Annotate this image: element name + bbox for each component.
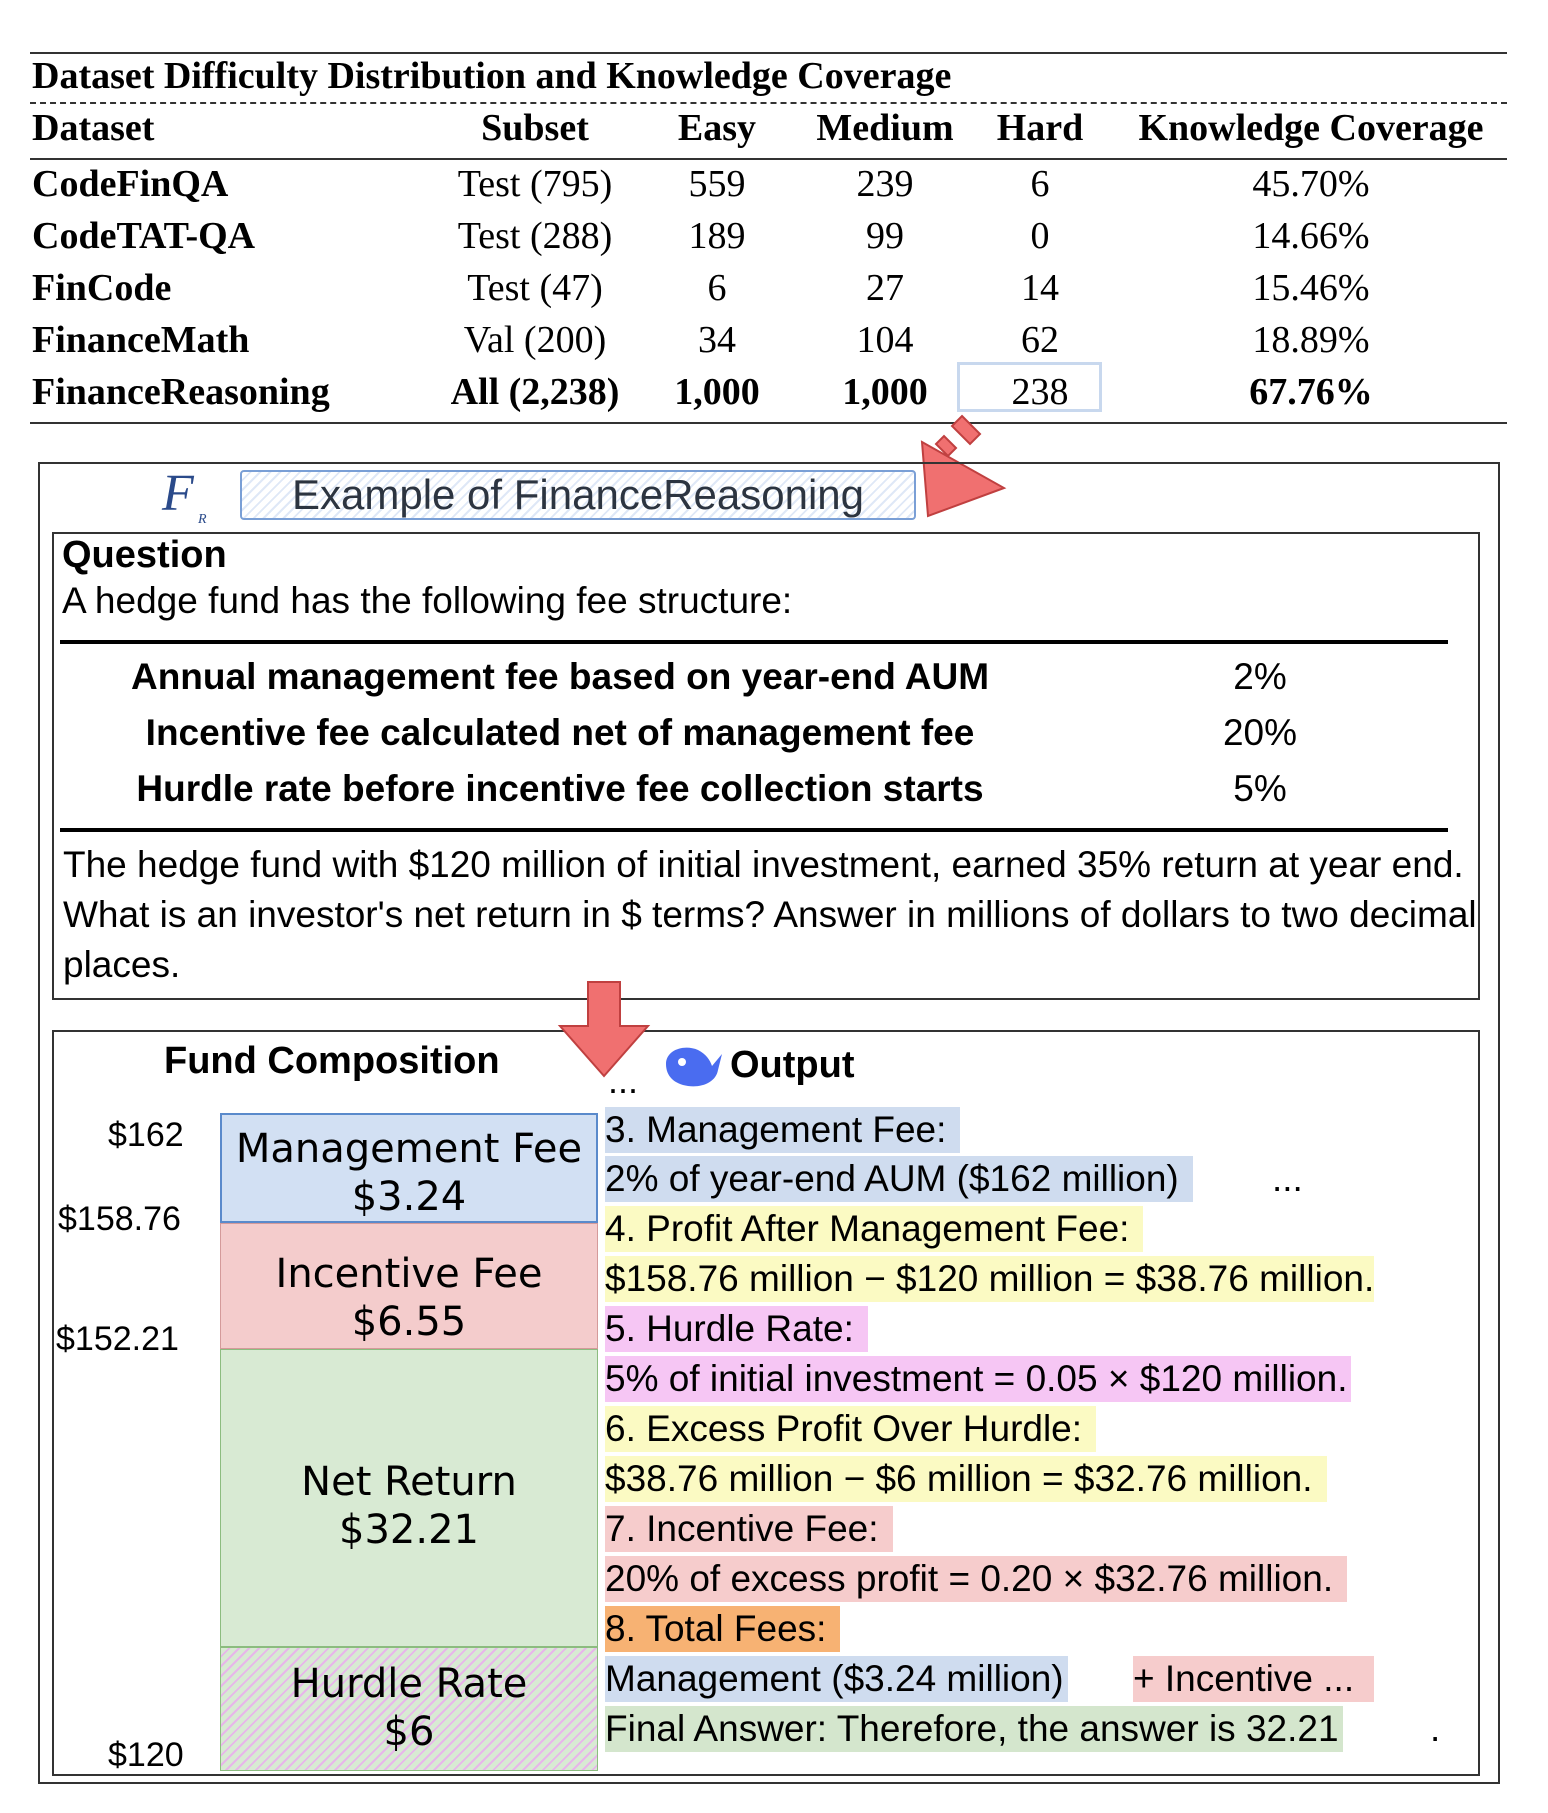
table-header-row bbox=[30, 106, 1507, 158]
header-dataset: Dataset bbox=[32, 107, 155, 149]
segment-hurdle-rate bbox=[220, 1647, 598, 1771]
cell-coverage: 67.76% bbox=[1249, 371, 1373, 413]
cell-medium: 27 bbox=[866, 267, 904, 309]
cell-subset: Val (200) bbox=[463, 319, 607, 361]
cell-hard: 62 bbox=[1021, 319, 1059, 361]
cell-hard: 0 bbox=[1030, 215, 1050, 257]
fee-row-management bbox=[60, 656, 1448, 708]
fee-table-bottom-rule bbox=[60, 828, 1448, 832]
table-bottom-rule bbox=[30, 422, 1507, 424]
cell-easy: 1,000 bbox=[674, 371, 760, 413]
fee-label: Hurdle rate before incentive fee collection starts bbox=[136, 768, 984, 809]
header-medium: Medium bbox=[816, 107, 954, 149]
fee-label: Annual management fee based on year-end AUM bbox=[130, 656, 990, 697]
fee-row-hurdle bbox=[60, 768, 1448, 820]
segment-amount: $6.55 bbox=[351, 1299, 467, 1345]
table-dashed-rule bbox=[30, 102, 1507, 104]
output-line: 5. Hurdle Rate: bbox=[605, 1306, 868, 1352]
cell-coverage: 14.66% bbox=[1252, 215, 1370, 257]
segment-management-fee bbox=[220, 1113, 598, 1223]
table-title: Dataset Difficulty Distribution and Knowledge Coverage bbox=[32, 55, 952, 97]
table-header-rule bbox=[30, 158, 1507, 160]
cell-medium: 104 bbox=[856, 319, 914, 361]
cell-coverage: 18.89% bbox=[1252, 319, 1370, 361]
down-arrow-icon bbox=[552, 980, 662, 1080]
cell-coverage: 45.70% bbox=[1252, 163, 1370, 205]
header-knowledge-coverage: Knowledge Coverage bbox=[1138, 107, 1484, 149]
cell-subset: Test (47) bbox=[467, 267, 603, 309]
segment-name: Management Fee bbox=[235, 1126, 583, 1172]
output-line: Management ($3.24 million) bbox=[605, 1656, 1068, 1702]
segment-amount: $32.21 bbox=[339, 1507, 479, 1553]
table-row bbox=[30, 266, 1507, 318]
output-line: 3. Management Fee: bbox=[605, 1107, 960, 1153]
output-title: Output bbox=[730, 1044, 855, 1086]
fee-value: 20% bbox=[1222, 712, 1298, 753]
fee-label: Incentive fee calculated net of management fee bbox=[145, 712, 975, 753]
output-line: $38.76 million − $6 million = $32.76 million. bbox=[605, 1456, 1327, 1502]
cell-dataset: CodeTAT-QA bbox=[32, 215, 256, 257]
output-line-period: . bbox=[1430, 1708, 1441, 1749]
cell-coverage: 15.46% bbox=[1252, 267, 1370, 309]
output-line: 4. Profit After Management Fee: bbox=[605, 1206, 1143, 1252]
cell-hard: 6 bbox=[1030, 163, 1050, 205]
example-title: Example of FinanceReasoning bbox=[240, 470, 916, 520]
cell-dataset: FinanceMath bbox=[32, 319, 250, 361]
whale-logo-icon bbox=[660, 1040, 726, 1090]
output-line: 2% of year-end AUM ($162 million) bbox=[605, 1156, 1193, 1202]
table-row-total bbox=[30, 370, 1507, 422]
question-body: The hedge fund with $120 million of initial investment, earned 35% return at year end. What is an investor's net return in $ terms? Answer in millions of dollars to two decimal places. bbox=[63, 844, 1477, 985]
output-line: 7. Incentive Fee: bbox=[605, 1506, 893, 1552]
question-heading: Question bbox=[62, 534, 227, 576]
cell-dataset: FinanceReasoning bbox=[32, 371, 330, 413]
segment-incentive-fee bbox=[220, 1223, 598, 1349]
segment-amount: $6 bbox=[383, 1709, 435, 1755]
cell-hard: 238 bbox=[1011, 371, 1069, 413]
segment-name: Net Return bbox=[301, 1459, 517, 1505]
output-line: $158.76 million − $120 million = $38.76 million. bbox=[605, 1256, 1374, 1302]
cell-subset: Test (795) bbox=[457, 163, 613, 205]
segment-name: Hurdle Rate bbox=[290, 1661, 528, 1707]
header-easy: Easy bbox=[677, 107, 757, 149]
output-ellipsis: ... bbox=[608, 1060, 639, 1101]
output-line: + Incentive ... bbox=[1133, 1656, 1374, 1702]
segment-net-return bbox=[220, 1349, 598, 1647]
output-line: 8. Total Fees: bbox=[605, 1606, 840, 1652]
hard-highlight-box bbox=[957, 362, 1102, 412]
table-row bbox=[30, 162, 1507, 214]
fee-value: 2% bbox=[1233, 656, 1287, 697]
cell-easy: 189 bbox=[688, 215, 746, 257]
fund-composition-title: Fund Composition bbox=[164, 1040, 500, 1082]
fee-value: 5% bbox=[1233, 768, 1287, 809]
cell-subset: Test (288) bbox=[457, 215, 613, 257]
cell-easy: 34 bbox=[698, 319, 736, 361]
header-hard: Hard bbox=[996, 107, 1084, 149]
cell-medium: 239 bbox=[856, 163, 914, 205]
fee-row-incentive bbox=[60, 712, 1448, 764]
y-label-158-76: $158.76 bbox=[58, 1200, 181, 1238]
output-line: 20% of excess profit = 0.20 × $32.76 million. bbox=[605, 1556, 1347, 1602]
question-intro: A hedge fund has the following fee structure: bbox=[62, 580, 793, 621]
cell-medium: 99 bbox=[866, 215, 904, 257]
table-row bbox=[30, 318, 1507, 370]
cell-medium: 1,000 bbox=[842, 371, 928, 413]
y-label-120: $120 bbox=[108, 1736, 184, 1774]
output-line-final-answer: Final Answer: Therefore, the answer is 32.21 bbox=[605, 1706, 1343, 1752]
finance-reasoning-logo-icon: F R bbox=[162, 465, 207, 527]
output-line-ellipsis: ... bbox=[1272, 1158, 1303, 1199]
output-line: 5% of initial investment = 0.05 × $120 million. bbox=[605, 1356, 1351, 1402]
cell-easy: 559 bbox=[688, 163, 746, 205]
header-subset: Subset bbox=[481, 107, 589, 149]
fee-table-top-rule bbox=[60, 640, 1448, 644]
cell-dataset: CodeFinQA bbox=[32, 163, 229, 205]
segment-name: Incentive Fee bbox=[275, 1251, 543, 1297]
y-label-152-21: $152.21 bbox=[56, 1320, 179, 1358]
table-row bbox=[30, 214, 1507, 266]
cell-easy: 6 bbox=[707, 267, 727, 309]
output-line: 6. Excess Profit Over Hurdle: bbox=[605, 1406, 1096, 1452]
cell-subset: All (2,238) bbox=[450, 371, 620, 413]
cell-hard: 14 bbox=[1021, 267, 1059, 309]
segment-amount: $3.24 bbox=[351, 1174, 467, 1220]
y-label-162: $162 bbox=[108, 1116, 184, 1154]
cell-dataset: FinCode bbox=[32, 267, 172, 309]
